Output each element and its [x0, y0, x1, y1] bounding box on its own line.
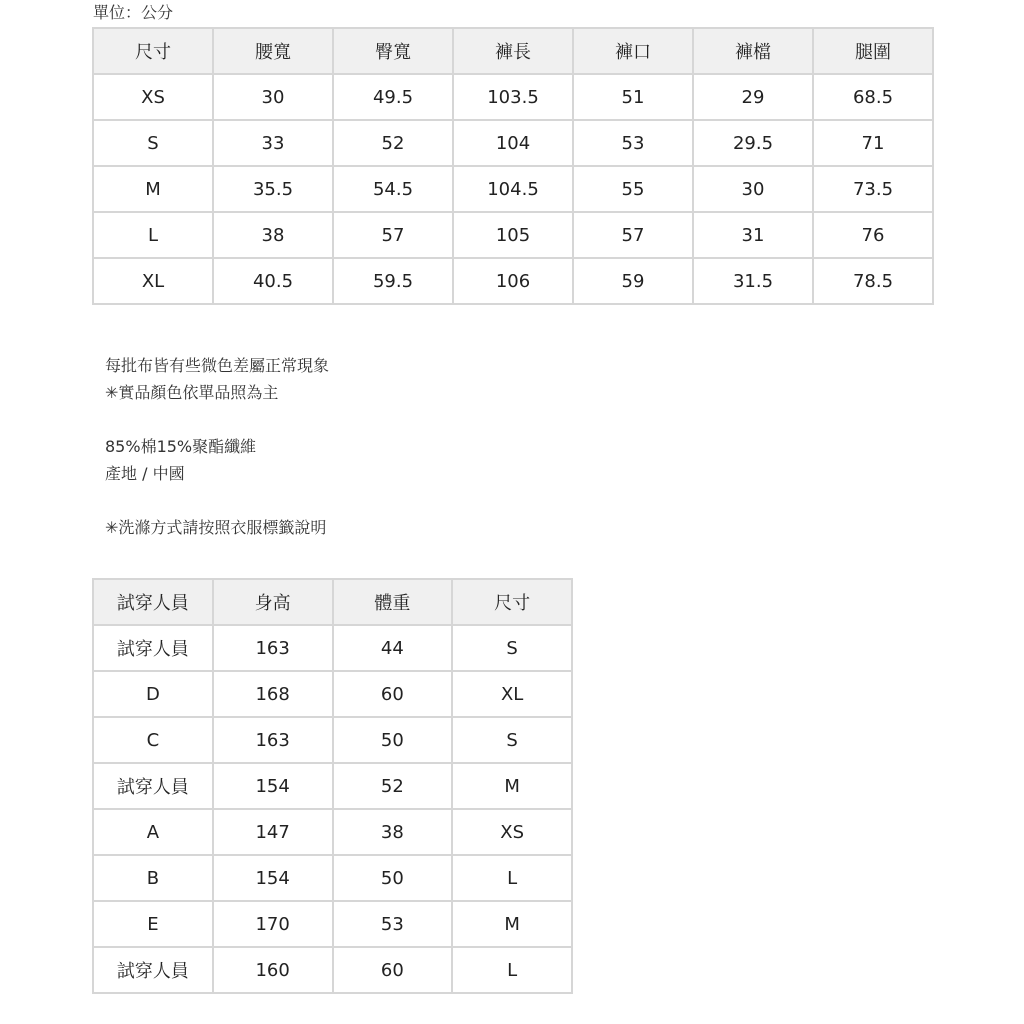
rise-cell: 31: [693, 212, 813, 258]
height-cell: 160: [213, 947, 333, 993]
size-cell: L: [452, 855, 572, 901]
header-waist-width: 腰寬: [213, 28, 333, 74]
table-row: [93, 120, 933, 166]
tester-cell: 試穿人員: [93, 947, 213, 993]
length-cell: 104.5: [453, 166, 573, 212]
rise-cell: 30: [693, 166, 813, 212]
header-size: 尺寸: [452, 579, 572, 625]
size-cell: L: [93, 212, 213, 258]
size-cell: XL: [452, 671, 572, 717]
table-row: [93, 717, 572, 763]
waist-cell: 35.5: [213, 166, 333, 212]
rise-cell: 31.5: [693, 258, 813, 304]
height-cell: 163: [213, 625, 333, 671]
hip-cell: 57: [333, 212, 453, 258]
height-cell: 154: [213, 763, 333, 809]
try-on-table: [92, 578, 573, 994]
height-cell: 147: [213, 809, 333, 855]
size-cell: S: [452, 717, 572, 763]
size-cell: L: [452, 947, 572, 993]
size-cell: XS: [452, 809, 572, 855]
color-reference-note: ✳實品顏色依單品照為主: [105, 383, 279, 402]
tester-cell: B: [93, 855, 213, 901]
leg-opening-cell: 51: [573, 74, 693, 120]
length-cell: 105: [453, 212, 573, 258]
table-row: [93, 212, 933, 258]
height-cell: 163: [213, 717, 333, 763]
size-chart-header-row: [93, 28, 933, 74]
height-cell: 170: [213, 901, 333, 947]
table-row: [93, 74, 933, 120]
size-cell: S: [452, 625, 572, 671]
length-cell: 104: [453, 120, 573, 166]
rise-cell: 29.5: [693, 120, 813, 166]
header-height: 身高: [213, 579, 333, 625]
thigh-cell: 71: [813, 120, 933, 166]
washing-note: ✳洗滌方式請按照衣服標籤說明: [105, 518, 327, 537]
thigh-cell: 73.5: [813, 166, 933, 212]
waist-cell: 33: [213, 120, 333, 166]
table-row: [93, 809, 572, 855]
table-row: [93, 763, 572, 809]
tester-cell: 試穿人員: [93, 763, 213, 809]
color-variation-note: 每批布皆有些微色差屬正常現象: [105, 356, 330, 375]
weight-cell: 38: [333, 809, 453, 855]
leg-opening-cell: 59: [573, 258, 693, 304]
tester-cell: A: [93, 809, 213, 855]
table-row: [93, 901, 572, 947]
length-cell: 106: [453, 258, 573, 304]
try-on-header-row: [93, 579, 572, 625]
hip-cell: 54.5: [333, 166, 453, 212]
waist-cell: 40.5: [213, 258, 333, 304]
thigh-cell: 76: [813, 212, 933, 258]
thigh-cell: 78.5: [813, 258, 933, 304]
weight-cell: 60: [333, 671, 453, 717]
table-row: [93, 258, 933, 304]
size-chart-table: [92, 27, 934, 305]
size-cell: M: [452, 901, 572, 947]
rise-cell: 29: [693, 74, 813, 120]
thigh-cell: 68.5: [813, 74, 933, 120]
size-cell: S: [93, 120, 213, 166]
material-note: 85%棉15%聚酯纖維: [105, 437, 257, 456]
header-thigh: 腿圍: [813, 28, 933, 74]
waist-cell: 38: [213, 212, 333, 258]
header-leg-opening: 褲口: [573, 28, 693, 74]
leg-opening-cell: 53: [573, 120, 693, 166]
size-cell: M: [452, 763, 572, 809]
header-hip-width: 臀寬: [333, 28, 453, 74]
weight-cell: 60: [333, 947, 453, 993]
unit-label: 單位：公分: [93, 3, 174, 22]
weight-cell: 52: [333, 763, 453, 809]
leg-opening-cell: 57: [573, 212, 693, 258]
table-row: [93, 166, 933, 212]
weight-cell: 44: [333, 625, 453, 671]
waist-cell: 30: [213, 74, 333, 120]
header-pants-length: 褲長: [453, 28, 573, 74]
weight-cell: 50: [333, 855, 453, 901]
header-tester: 試穿人員: [93, 579, 213, 625]
table-row: [93, 947, 572, 993]
size-cell: XL: [93, 258, 213, 304]
weight-cell: 50: [333, 717, 453, 763]
length-cell: 103.5: [453, 74, 573, 120]
hip-cell: 49.5: [333, 74, 453, 120]
product-notes: [105, 352, 329, 541]
leg-opening-cell: 55: [573, 166, 693, 212]
table-row: [93, 625, 572, 671]
tester-cell: E: [93, 901, 213, 947]
size-cell: XS: [93, 74, 213, 120]
header-weight: 體重: [333, 579, 453, 625]
table-row: [93, 671, 572, 717]
hip-cell: 59.5: [333, 258, 453, 304]
table-row: [93, 855, 572, 901]
tester-cell: D: [93, 671, 213, 717]
height-cell: 154: [213, 855, 333, 901]
header-rise: 褲檔: [693, 28, 813, 74]
origin-note: 產地 / 中國: [105, 464, 185, 483]
size-cell: M: [93, 166, 213, 212]
tester-cell: C: [93, 717, 213, 763]
header-size: 尺寸: [93, 28, 213, 74]
hip-cell: 52: [333, 120, 453, 166]
weight-cell: 53: [333, 901, 453, 947]
height-cell: 168: [213, 671, 333, 717]
tester-cell: 試穿人員: [93, 625, 213, 671]
